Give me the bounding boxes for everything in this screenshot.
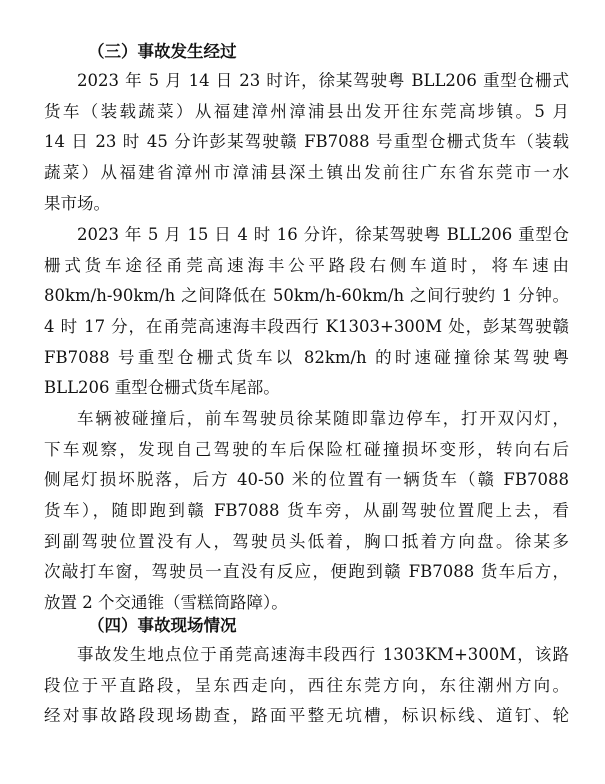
text-line: 侧尾灯损坏脱落，后方 40-50 米的位置有一辆货车（赣 FB7088 <box>44 470 569 490</box>
paragraph-aftermath <box>44 404 569 619</box>
text-line: 货车（装载蔬菜）从福建漳州漳浦县出发开往东莞高埗镇。5 月 <box>44 101 569 121</box>
text-line: BLL206 重型仓栅式货车尾部。 <box>44 378 280 398</box>
paragraph-collision <box>44 220 569 404</box>
section-heading-scene-situation: （四）事故现场情况 <box>88 616 237 635</box>
text-line: 下车观察，发现自己驾驶的车后保险杠碰撞损坏变形，转向右后 <box>44 439 569 459</box>
text-line: 80km/h-90km/h 之间降低在 50km/h-60km/h 之间行驶约 1 分钟。 <box>44 286 569 306</box>
text-line: 蔬菜）从福建省漳州市漳浦县深土镇出发前往广东省东莞市一水 <box>44 163 569 183</box>
text-line: 2023 年 5 月 15 日 4 时 16 分许，徐某驾驶粤 BLL206 重型仓 <box>77 225 569 244</box>
paragraph-departure <box>44 66 569 219</box>
text-line: 14 日 23 时 45 分许彭某驾驶赣 FB7088 号重型仓栅式货车（装载 <box>44 132 569 152</box>
text-line: 事故发生地点位于甬莞高速海丰段西行 1303KM+300M，该路 <box>77 645 569 664</box>
section-heading-accident-process: （三）事故发生经过 <box>88 42 237 61</box>
text-line: 经对事故路段现场勘查，路面平整无坑槽，标识标线、道钉、轮 <box>44 706 569 726</box>
text-line: 果市场。 <box>44 193 110 213</box>
text-line: 2023 年 5 月 14 日 23 时许，徐某驾驶粤 BLL206 重型仓栅式 <box>77 71 569 90</box>
paragraph-scene <box>44 640 569 732</box>
text-line: FB7088 号重型仓栅式货车以 82km/h 的时速碰撞徐某驾驶粤 <box>44 347 569 367</box>
text-line: 车辆被碰撞后，前车驾驶员徐某随即靠边停车，打开双闪灯， <box>77 409 569 428</box>
text-line: 货车），随即跑到赣 FB7088 货车旁，从副驾驶位置爬上去，看 <box>44 501 569 521</box>
text-line: 段位于平直路段，呈东西走向，西往东莞方向，东往潮州方向。 <box>44 675 569 695</box>
text-line: 栅式货车途径甬莞高速海丰公平路段右侧车道时，将车速由 <box>44 255 569 275</box>
text-line: 4 时 17 分，在甬莞高速海丰段西行 K1303+300M 处，彭某驾驶赣 <box>44 317 569 337</box>
text-line: 次敲打车窗，驾驶员一直没有反应，便跑到赣 FB7088 货车后方， <box>44 562 569 582</box>
text-line: 到副驾驶位置没有人，驾驶员头低着，胸口抵着方向盘。徐某多 <box>44 531 569 551</box>
text-line: 放置 2 个交通锥（雪糕筒路障）。 <box>44 593 288 613</box>
